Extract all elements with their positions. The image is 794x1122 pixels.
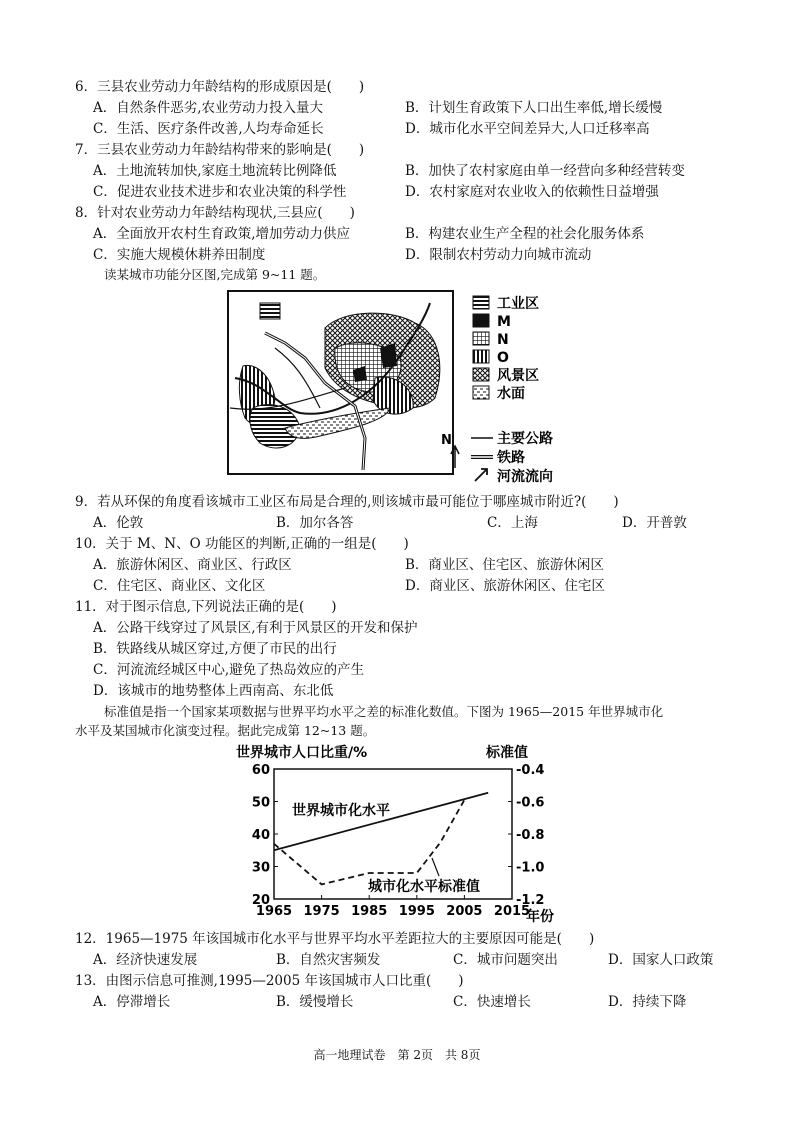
- x-tick-label: 2015: [493, 904, 531, 919]
- series-line-world: [274, 793, 488, 851]
- river-flow-arrow-icon: [475, 469, 487, 481]
- legend-rail: 铁路: [497, 450, 525, 466]
- q9-stem: 9．若从环保的角度看该城市工业区布局是合理的,则该城市最可能位于哪座城市附近?( ): [75, 494, 619, 510]
- map-legend: [441, 296, 553, 483]
- q12-option-c: C．城市问题突出: [453, 952, 558, 968]
- y-left-tick-label: 20: [251, 893, 270, 908]
- q11-stem: 11．对于图示信息,下列说法正确的是( ): [75, 599, 337, 615]
- q10-stem: 10．关于 M、N、O 功能区的判断,正确的一组是( ): [75, 536, 409, 552]
- q6-option-b: B．计划生育政策下人口出生率低,增长缓慢: [405, 100, 663, 116]
- q10-option-d: D．商业区、旅游休闲区、住宅区: [405, 578, 605, 594]
- y-right-tick-label: -0.8: [516, 828, 545, 843]
- q13-option-d: D．持续下降: [608, 994, 687, 1010]
- industrial-zone-nw: [260, 303, 280, 319]
- q7-option-b: B．加快了农村家庭由单一经营向多种经营转变: [405, 163, 685, 179]
- q13-stem: 13．由图示信息可推测,1995—2005 年该国城市人口比重( ): [75, 973, 464, 989]
- legend-road: 主要公路: [497, 431, 553, 447]
- q11-option-a: A．公路干线穿过了风景区,有利于风景区的开发和保护: [93, 620, 418, 636]
- q6-option-d: D．城市化水平空间差异大,人口迁移率高: [405, 121, 650, 137]
- chart-intro-2: 水平及某国城市化演变过程。据此完成第 12~13 题。: [75, 723, 376, 738]
- y-right-tick-label: -0.4: [516, 763, 545, 778]
- q6-stem: 6．三县农业劳动力年龄结构的形成原因是( ): [75, 79, 365, 95]
- x-tick-label: 2005: [446, 904, 483, 919]
- q13-option-a: A．停滞增长: [93, 994, 171, 1010]
- q9-option-d: D．开普敦: [622, 515, 687, 531]
- q6-option-c: C．生活、医疗条件改善,人均寿命延长: [93, 121, 324, 137]
- q10-option-c: C．住宅区、商业区、文化区: [93, 578, 266, 594]
- legend-n: N: [497, 332, 509, 348]
- page-footer: 高一地理试卷 第 2页 共 8页: [313, 1048, 481, 1062]
- urbanization-chart: [234, 741, 594, 925]
- q11-option-b: B．铁路线从城区穿过,方便了市民的出行: [93, 641, 337, 657]
- legend-m: M: [497, 314, 511, 330]
- q7-stem: 7．三县农业劳动力年龄结构带来的影响是( ): [75, 142, 365, 158]
- y-left-label: 世界城市人口比重/%: [236, 745, 368, 761]
- x-tick-label: 1995: [398, 904, 435, 919]
- q11-option-d: D．该城市的地势整体上西南高、东北低: [93, 683, 334, 699]
- city-function-map: [225, 288, 575, 483]
- q12-option-a: A．经济快速发展: [93, 952, 198, 968]
- q12-option-b: B．自然灾害频发: [276, 952, 381, 968]
- legend-o: O: [497, 350, 509, 366]
- q8-option-c: C．实施大规模休耕养田制度: [93, 247, 266, 263]
- chart-intro-1: 标准值是指一个国家某项数据与世界平均水平之差的标准化数值。下图为 1965—2015 年世界城市化: [104, 704, 664, 719]
- y-left-tick-label: 60: [251, 763, 270, 778]
- q8-stem: 8．针对农业劳动力年龄结构现状,三县应( ): [75, 205, 355, 221]
- q9-option-b: B．加尔各答: [276, 515, 354, 531]
- x-axis-label: 年份: [526, 909, 554, 925]
- q13-option-b: B．缓慢增长: [276, 994, 354, 1010]
- q12-option-d: D．国家人口政策: [608, 952, 714, 968]
- q10-option-a: A．旅游休闲区、商业区、行政区: [93, 557, 292, 573]
- y-left-tick-label: 40: [251, 828, 270, 843]
- x-tick-label: 1975: [303, 904, 340, 919]
- x-tick-label: 1985: [351, 904, 388, 919]
- q12-stem: 12．1965—1975 年该国城市化水平与世界平均水平差距拉大的主要原因可能是( ): [75, 931, 595, 947]
- q10-option-b: B．商业区、住宅区、旅游休闲区: [405, 557, 604, 573]
- y-right-label: 标准值: [486, 745, 528, 761]
- north-label: N: [441, 433, 452, 448]
- y-left-tick-label: 50: [251, 795, 270, 811]
- map-intro: 读某城市功能分区图,完成第 9~11 题。: [104, 267, 326, 282]
- x-tick-label: 1965: [255, 904, 293, 919]
- q7-option-d: D．农村家庭对农业收入的依赖性日益增强: [405, 184, 659, 200]
- q7-option-a: A．土地流转加快,家庭土地流转比例降低: [93, 163, 337, 179]
- y-right-tick-label: -0.6: [516, 795, 545, 811]
- q8-option-d: D．限制农村劳动力向城市流动: [405, 247, 592, 263]
- q9-option-a: A．伦敦: [93, 515, 144, 531]
- legend-industrial: 工业区: [497, 296, 539, 312]
- legend-water: 水面: [497, 386, 525, 402]
- y-right-tick-label: -1.2: [516, 893, 545, 908]
- series-label-world: 世界城市化水平: [292, 803, 390, 819]
- y-left-tick-label: 30: [251, 860, 270, 876]
- q8-option-b: B．构建农业生产全程的社会化服务体系: [405, 226, 645, 242]
- q6-option-a: A．自然条件恶劣,农业劳动力投入量大: [93, 100, 324, 116]
- legend-river: 河流流向: [497, 469, 553, 483]
- series-label-country-leader: [432, 858, 439, 876]
- series-label-country: 城市化水平标准值: [368, 879, 480, 895]
- q9-option-c: C．上海: [487, 515, 538, 531]
- q8-option-a: A．全面放开农村生育政策,增加劳动力供应: [93, 226, 351, 242]
- q7-option-c: C．促进农业技术进步和农业决策的科学性: [93, 184, 347, 200]
- y-right-tick-label: -1.0: [516, 860, 545, 876]
- q13-option-c: C．快速增长: [453, 994, 531, 1010]
- q11-option-c: C．河流流经城区中心,避免了热岛效应的产生: [93, 662, 365, 678]
- legend-scenic: 风景区: [497, 368, 539, 384]
